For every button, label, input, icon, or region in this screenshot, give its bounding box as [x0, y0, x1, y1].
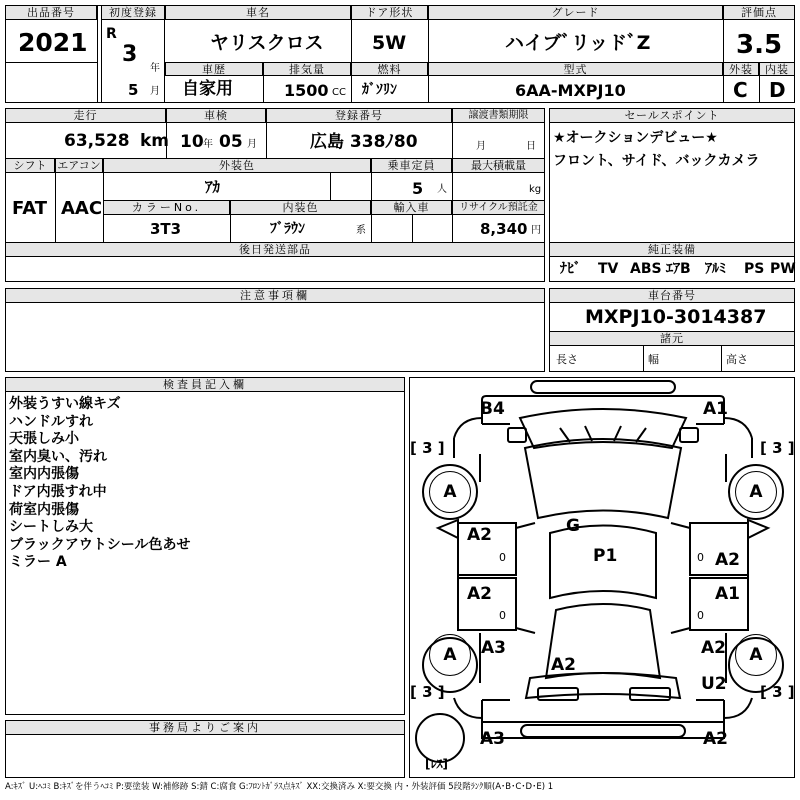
mark-left-front-door: A2: [467, 525, 492, 545]
transfer-day: 日: [526, 141, 536, 152]
mark-left-rear-fender: A3: [481, 638, 506, 658]
legend: A:ｷｽﾞ U:ﾍｺﾐ B:ｷｽﾞを伴うﾍｺﾐ P:要塗装 W:補修跡 S:錆 C:腐食 G:ﾌﾛﾝﾄｶﾞﾗｽ点ｷｽﾞ XX:交換済み X:要交換 内・外装評価 5段階ﾗﾝｸ順(A･B･C･D･E) 1: [5, 782, 554, 792]
note-line: シートしみ大: [9, 519, 93, 536]
equipment-header: 純正装備: [549, 242, 795, 257]
car-outline: [410, 378, 795, 778]
car-name: ヤリスクロス: [210, 32, 324, 54]
car-diagram: [409, 377, 795, 778]
transfer-header: 譲渡書類期限: [452, 108, 545, 123]
capacity-header: 乗車定員: [371, 158, 452, 173]
reg-month: 5: [128, 81, 139, 99]
spec-height: 高さ: [726, 353, 748, 366]
mark-front-left-bumper: B4: [480, 399, 505, 419]
note-line: ドア内張すれ中: [9, 483, 107, 500]
exterior-grade: C: [733, 78, 748, 102]
capacity: 5: [412, 179, 424, 198]
equipment-item: PS: [744, 261, 765, 277]
inspection-month: 05: [219, 132, 243, 152]
tire-fr: A: [735, 471, 777, 513]
equipment-item: ﾅﾋﾞ: [560, 261, 581, 277]
mileage-unit: km: [140, 131, 170, 151]
mark-right-front-door: A2: [715, 550, 740, 570]
note-line: ミラー A: [9, 554, 67, 571]
lot-number: 2021: [18, 28, 88, 57]
plate-number: 広島 338ﾉ80: [310, 132, 418, 152]
plate-header: 登録番号: [266, 108, 452, 123]
aircon-header: エアコン: [55, 158, 103, 173]
fuel: ｶﾞｿﾘﾝ: [362, 82, 397, 98]
tread-depth-rl: [ 3 ]: [410, 683, 445, 701]
displacement: 1500: [284, 81, 329, 100]
exterior-color: ｱｶ: [205, 178, 221, 196]
reg-year-unit: 年: [150, 63, 160, 74]
mark-left-rear-door: A2: [467, 584, 492, 604]
specs-header: 諸元: [549, 331, 795, 346]
model-code: 6AA-MXPJ10: [515, 81, 626, 100]
handle-mark: 0: [697, 609, 704, 622]
equipment-item: ｱﾙﾐ: [705, 261, 726, 277]
mileage-header: 走行: [5, 108, 166, 123]
import-header: 輸入車: [371, 200, 452, 215]
mark-rear-window: P1: [593, 546, 618, 566]
mileage: 63,528: [64, 131, 130, 151]
capacity-unit: 人: [437, 184, 447, 195]
tire-rr: A: [735, 634, 777, 676]
exterior-color-header: 外装色: [103, 158, 371, 173]
exterior-header: 外装: [723, 62, 759, 76]
inspector-notes: [9, 396, 401, 572]
grade: ハイブﾞリッドﾞZ: [505, 32, 651, 54]
spec-length: 長さ: [556, 353, 578, 366]
transfer-month: 月: [476, 141, 486, 152]
chassis-number: MXPJ10-3014387: [585, 306, 767, 328]
color-number-header: カラーNo.: [103, 200, 230, 215]
caution-header: 注意事項欄: [5, 288, 545, 303]
door-header: ドア形状: [351, 5, 428, 20]
interior-color-unit: 系: [356, 225, 366, 236]
first-registration-header: 初度登録: [101, 5, 165, 20]
recycle-fee: 8,340: [480, 220, 528, 238]
mark-rear-right-bumper: A2: [703, 729, 728, 749]
mark-trunk: A2: [551, 655, 576, 675]
displacement-unit: CC: [332, 87, 346, 98]
inspection-header: 車検: [166, 108, 266, 123]
inspection-year-unit: 年: [203, 139, 213, 150]
tread-depth-fr: [ 3 ]: [760, 439, 795, 457]
interior-grade: D: [769, 78, 786, 102]
mark-roof: G: [566, 516, 580, 536]
max-load-header: 最大積載量: [452, 158, 545, 173]
tire-fl: A: [429, 471, 471, 513]
sales-point-header: セールスポイント: [549, 108, 795, 123]
inspection-year: 10: [180, 132, 204, 152]
door-type: 5W: [372, 32, 407, 54]
inspector-header: 検査員記入欄: [5, 377, 405, 392]
fuel-header: 燃料: [351, 62, 428, 76]
mark-rear-left-bumper: A3: [480, 729, 505, 749]
note-line: 荷室内張傷: [9, 501, 79, 518]
shift: FAT: [12, 198, 48, 219]
score: 3.5: [736, 30, 783, 60]
spare-tire-label: [ﾚｽ]: [425, 757, 448, 771]
tread-depth-fl: [ 3 ]: [410, 439, 445, 457]
sales-point-line2: フロント、サイド、バックカメラ: [553, 153, 760, 169]
note-line: 室内内張傷: [9, 466, 79, 483]
office-header: 事務局よりご案内: [5, 720, 405, 735]
note-line: ブラックアウトシール色あせ: [9, 536, 191, 553]
handle-mark: 0: [697, 551, 704, 564]
history-header: 車歴: [165, 62, 263, 76]
note-line: ハンドルすれ: [9, 413, 93, 430]
equipment-item: PW: [770, 261, 796, 277]
displacement-header: 排気量: [263, 62, 351, 76]
car-name-header: 車名: [165, 5, 351, 20]
recycle-header: リサイクル預託金: [452, 200, 545, 215]
max-load-unit: kg: [529, 184, 542, 195]
chassis-number-header: 車台番号: [549, 288, 795, 303]
equipment-item: ABS: [630, 261, 662, 277]
inspection-month-unit: 月: [247, 139, 257, 150]
reg-year: 3: [122, 42, 138, 67]
score-header: 評価点: [723, 5, 795, 20]
handle-mark: 0: [499, 609, 506, 622]
reg-era: R: [106, 26, 117, 42]
later-parts-header: 後日発送部品: [5, 242, 545, 257]
spec-width: 幅: [648, 353, 659, 366]
sales-point-line1: ★オークションデビュー★: [553, 130, 718, 146]
shift-header: シフト: [5, 158, 55, 173]
history: 自家用: [182, 79, 233, 99]
interior-color: ﾌﾞﾗｳﾝ: [270, 221, 305, 237]
equipment-item: TV: [598, 261, 619, 277]
reg-month-unit: 月: [150, 86, 160, 97]
interior-header: 内装: [759, 62, 795, 76]
handle-mark: 0: [499, 551, 506, 564]
model-header: 型式: [428, 62, 723, 76]
color-number: 3T3: [150, 220, 182, 238]
tread-depth-rr: [ 3 ]: [760, 683, 795, 701]
mark-right-rear-quarter: U2: [701, 674, 727, 694]
tire-rl: A: [429, 634, 471, 676]
aircon: AAC: [61, 198, 103, 219]
note-line: 天張しみ小: [9, 431, 79, 448]
note-line: 外装うすい線キズ: [9, 396, 121, 412]
note-line: 室内臭い、汚れ: [9, 448, 107, 465]
lot-number-header: 出品番号: [5, 5, 97, 20]
mark-right-rear-door: A1: [715, 584, 740, 604]
interior-color-header: 内装色: [230, 200, 371, 215]
equipment-item: ｴｱB: [666, 261, 691, 277]
grade-header: グレード: [428, 5, 723, 20]
mark-right-rear-fender: A2: [701, 638, 726, 658]
mark-front-right-bumper: A1: [703, 399, 728, 419]
recycle-unit: 円: [531, 225, 541, 236]
